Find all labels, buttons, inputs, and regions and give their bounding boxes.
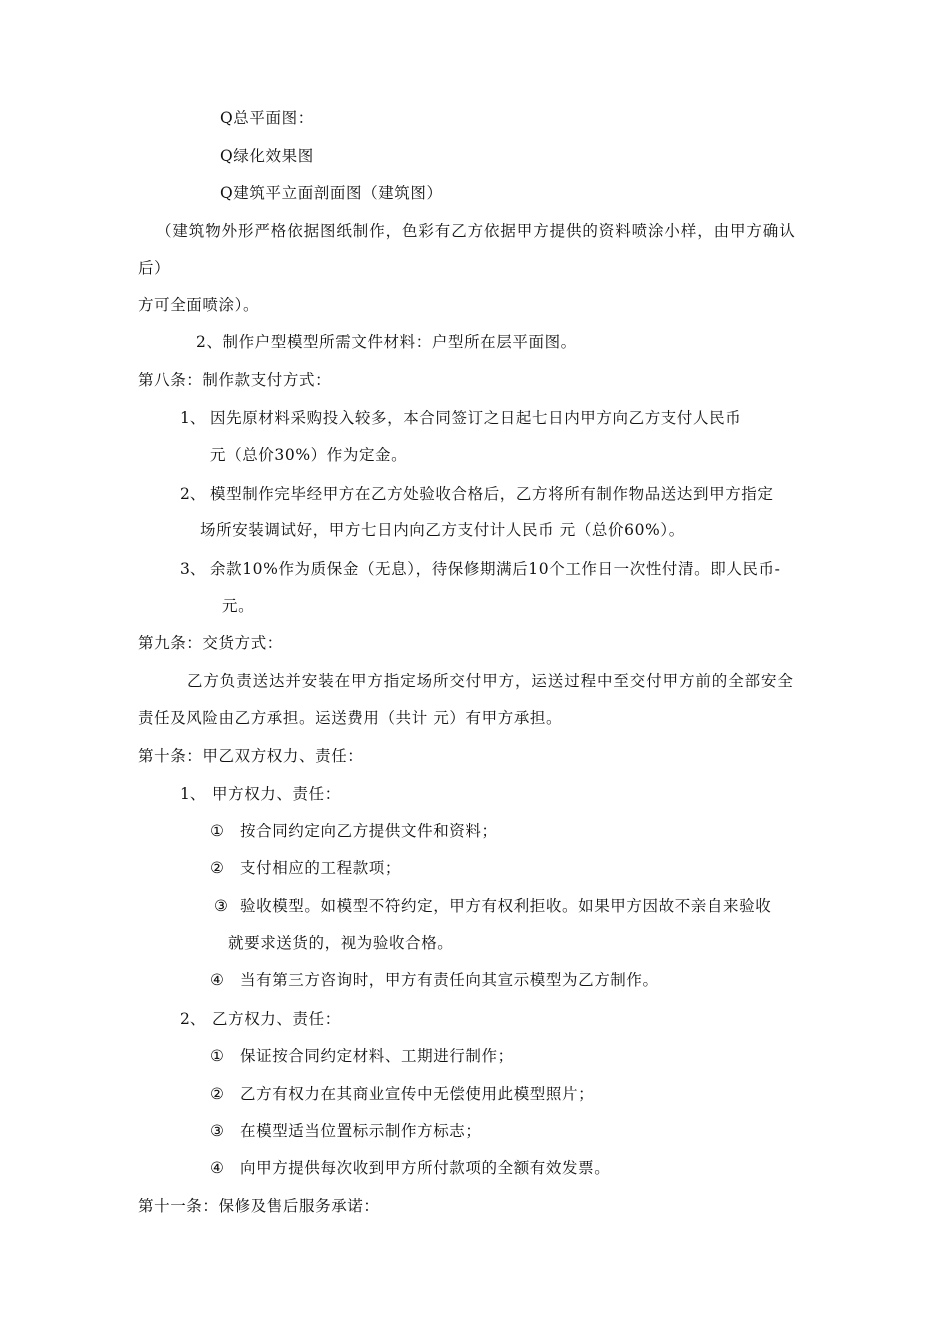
- payment-item-cont: 元（总价30%）作为定金。: [210, 446, 408, 464]
- party-a-label: 甲方权力、责任：: [212, 785, 341, 803]
- unit-model-materials: 2、制作户型模型所需文件材料：户型所在层平面图。: [196, 333, 577, 351]
- party-b-item: 向甲方提供每次收到甲方所付款项的全额有效发票。: [240, 1159, 611, 1177]
- note-line: （建筑物外形严格依据图纸制作，色彩有乙方依据甲方提供的资料喷涂小样，由甲方确认: [156, 222, 796, 240]
- party-a-item-cont: 就要求送货的，视为验收合格。: [228, 934, 454, 952]
- list-number: 2、: [180, 1010, 206, 1028]
- circled-number: ②: [210, 859, 224, 877]
- note-line: 方可全面喷涂）。: [138, 296, 260, 314]
- party-b-item: 乙方有权力在其商业宣传中无偿使用此模型照片；: [240, 1085, 595, 1103]
- party-a-item: 当有第三方咨询时，甲方有责任向其宣示模型为乙方制作。: [240, 971, 659, 989]
- drawing-item-architecture: Q建筑平立面剖面图（建筑图）: [220, 184, 443, 202]
- circled-number: ③: [214, 897, 228, 915]
- note-line: 后）: [138, 259, 171, 277]
- list-number: 3、: [180, 560, 206, 578]
- party-b-item: 保证按合同约定材料、工期进行制作；: [240, 1047, 514, 1065]
- party-b-label: 乙方权力、责任：: [212, 1010, 341, 1028]
- list-number: 1、: [180, 785, 206, 803]
- circled-number: ④: [210, 1159, 224, 1177]
- circled-number: ③: [210, 1122, 224, 1140]
- party-a-item: 验收模型。如模型不符约定，甲方有权利拒收。如果甲方因故不亲自来验收: [240, 897, 772, 915]
- list-number: 1、: [180, 409, 206, 427]
- circled-number: ④: [210, 971, 224, 989]
- party-a-item: 支付相应的工程款项；: [240, 859, 402, 877]
- circled-number: ②: [210, 1085, 224, 1103]
- article-11-title: 第十一条：保修及售后服务承诺：: [138, 1197, 380, 1215]
- payment-item: 余款10%作为质保金（无息），待保修期满后10个工作日一次性付清。即人民币-: [210, 560, 781, 578]
- drawing-item-landscape: Q绿化效果图: [220, 147, 314, 165]
- delivery-text: 乙方负责送达并安装在甲方指定场所交付甲方，运送过程中至交付甲方前的全部安全: [187, 672, 794, 690]
- payment-item-cont: 元。: [222, 597, 255, 615]
- delivery-text: 责任及风险由乙方承担。运送费用（共计 元）有甲方承担。: [138, 709, 563, 727]
- article-8-title: 第八条：制作款支付方式：: [138, 371, 332, 389]
- circled-number: ①: [210, 822, 224, 840]
- drawing-item-site-plan: Q总平面图：: [220, 109, 314, 127]
- article-10-title: 第十条：甲乙双方权力、责任：: [138, 747, 364, 765]
- payment-item-cont: 场所安装调试好，甲方七日内向乙方支付计人民币 元（总价60%）。: [200, 521, 685, 539]
- payment-item: 因先原材料采购投入较多，本合同签订之日起七日内甲方向乙方支付人民币: [210, 409, 742, 427]
- party-a-item: 按合同约定向乙方提供文件和资料；: [240, 822, 498, 840]
- article-9-title: 第九条：交货方式：: [138, 634, 283, 652]
- payment-item: 模型制作完毕经甲方在乙方处验收合格后，乙方将所有制作物品送达到甲方指定: [210, 485, 774, 503]
- list-number: 2、: [180, 485, 206, 503]
- party-b-item: 在模型适当位置标示制作方标志；: [240, 1122, 482, 1140]
- circled-number: ①: [210, 1047, 224, 1065]
